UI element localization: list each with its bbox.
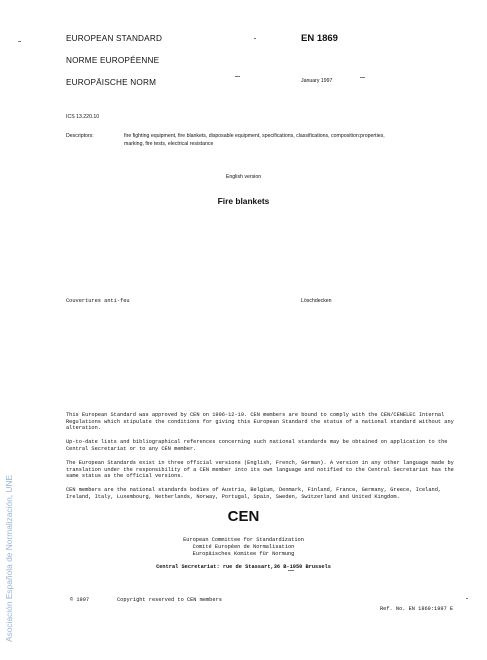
publication-date: January 1997 (301, 78, 333, 84)
scan-mark (235, 76, 240, 77)
scan-mark (360, 77, 365, 78)
cen-logo: CEN (227, 508, 260, 525)
central-secretariat: Central Secretariat: rue de Stassart,36 B-1050 Brussels (156, 564, 331, 570)
standard-number: EN 1869 (301, 33, 338, 44)
descriptors-label: Descriptors: (66, 133, 94, 139)
header-line-en: EUROPEAN STANDARD (66, 34, 163, 43)
title-german: Löschdecken (301, 298, 332, 304)
cen-name-french: Comité Européen de Normalisation (192, 544, 295, 550)
descriptors-line-1: fire fighting equipment, fire blankets, disposable equipment, specifications, classifications, composition:properties, (124, 133, 385, 139)
versions-paragraph: The European Standards exist in three official versions (English, French, German). A version in any other language made by translation under the responsibility of a CEN member into its own language and notified to the Central Secretariat has the same status as the official versions. (66, 460, 454, 480)
cen-name-german: Europäisches Komitee für Normung (192, 551, 295, 557)
scan-mark (466, 598, 468, 599)
approval-paragraph: This European Standard was approved by CEN on 1996-12-19. CEN members are bound to comply with the CEN/CENELEC Internal Regulations which stipulate the conditions for giving this European Standard the status of a national standard without any alteration. (66, 412, 454, 432)
header-line-de: EUROPÄISCHE NORM (66, 78, 157, 87)
document-title: Fire blankets (217, 196, 270, 206)
scan-mark (288, 570, 294, 571)
header-line-fr: NORME EUROPÉENNE (66, 56, 160, 65)
ics-code: ICS 13.220.10 (66, 114, 100, 120)
title-french: Couvertures anti-feu (66, 298, 130, 304)
watermark: Asociación Española de Normalización, UNE (4, 474, 14, 642)
language-version: English version (225, 174, 262, 180)
references-paragraph: Up-to-date lists and bibliographical references concerning such national standards may be obtained on application to the Central Secretariat or to any CEN member. (66, 439, 448, 452)
cen-name-english: European Committee for Standardization (183, 537, 304, 543)
copyright-text: Copyright reserved to CEN members (117, 597, 222, 603)
scan-mark (254, 38, 256, 39)
members-paragraph: CEN members are the national standards bodies of Austria, Belgium, Denmark, Finland, France, Germany, Greece, Iceland, Ireland, Italy, Luxembourg, Netherlands, Norway, Portugal, Spain, Sweden, Switzerland and United Kingdom. (66, 487, 442, 500)
copyright-year: © 1997 (70, 597, 90, 603)
reference-number: Ref. No. EN 1869:1997 E (380, 606, 454, 612)
scan-mark (18, 41, 21, 42)
descriptors-line-2: marking, fire tests, electrical resistance (124, 141, 214, 147)
